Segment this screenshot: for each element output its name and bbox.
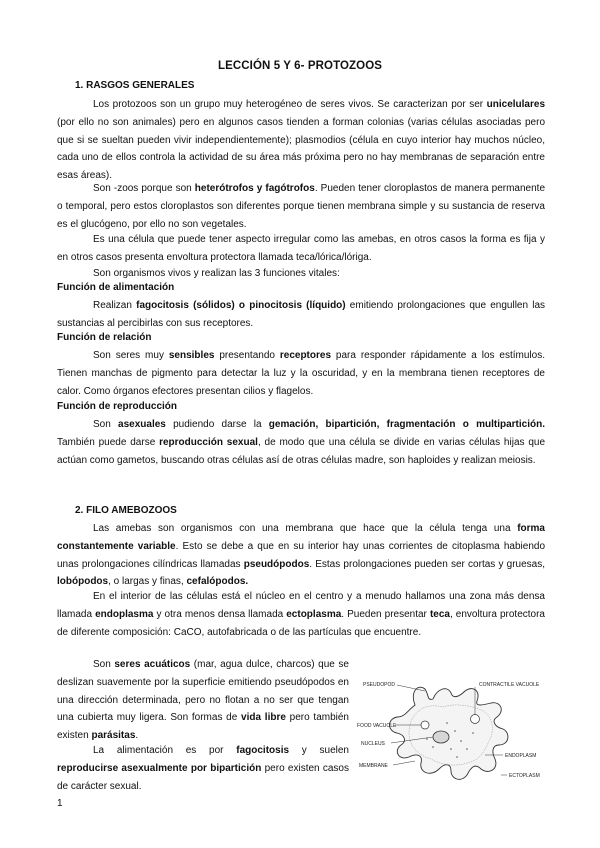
label-nucleus: NUCLEUS bbox=[361, 741, 385, 747]
page-title: LECCIÓN 5 Y 6- PROTOZOOS bbox=[217, 60, 383, 72]
subheading-reproduccion: Función de reproducción bbox=[57, 401, 178, 412]
contractile-vacuole-shape bbox=[471, 715, 480, 724]
subheading-alimentacion: Función de alimentación bbox=[57, 282, 175, 293]
label-endoplasm: ENDOPLASM bbox=[505, 753, 537, 759]
amoeba-diagram bbox=[355, 675, 545, 785]
paragraph: Realizan fagocitosis (sólidos) o pinocitosis (líquido) emitiendo prolongaciones que engullen las sustancias al percibirlas con sus receptores. bbox=[57, 300, 546, 329]
paragraph: Las amebas son organismos con una membrana que hace que la célula tenga una forma constantemente variable. Esto se debe a que en su interior hay unas corrientes de citoplasma habiendo unas prolongaciones cilíndricas llamadas pseudópodos. Estas prolongaciones pueden ser cortas y gruesas, lobópodos, o largas y finas, cefalópodos. bbox=[57, 523, 546, 588]
label-membrane: MEMBRANE bbox=[359, 763, 388, 769]
paragraph: Los protozoos son un grupo muy heterogéneo de seres vivos. Se caracterizan por ser unicelulares (por ello no son animales) pero en algunos casos tienden a forman colonias (varias células asociadas pero que si se sueltan pueden vivir independientemente); plasmodios (célula en cuyo interior hay muchos núcleo, cada uno de ellos controla la actividad de su área más próxima pero no hay membranas de separación entre esas áreas). bbox=[57, 99, 545, 182]
label-contractile-vacuole: CONTRACTILE VACUOLE bbox=[479, 682, 540, 688]
label-food-vacuole: FOOD VACUOLE bbox=[357, 723, 397, 729]
paragraph: Son seres muy sensibles presentando receptores para responder rápidamente a los estímulos. Tienen manchas de pigmento para detectar la luz y la oscuridad, y en la membrana tienen receptores de calor. Como órganos efectores presentan cilios y flagelos. bbox=[57, 350, 545, 397]
subheading-relacion: Función de relación bbox=[57, 332, 152, 343]
section-heading-2: 2. FILO AMEBOZOOS bbox=[75, 505, 177, 516]
label-ectoplasm: ECTOPLASM bbox=[509, 773, 540, 779]
paragraph: Es una célula que puede tener aspecto irregular como las amebas, en otros casos la forma es fija y en otros casos presenta envoltura protectora llamada teca/lórica/lóriga. bbox=[57, 234, 545, 263]
amoeba-outline bbox=[390, 687, 508, 779]
page-number: 1 bbox=[57, 798, 63, 809]
food-vacuole-shape bbox=[421, 721, 429, 729]
paragraph: Son organismos vivos y realizan las 3 funciones vitales: bbox=[93, 268, 340, 279]
section-heading-1: 1. RASGOS GENERALES bbox=[75, 80, 195, 91]
label-pseudopod: PSEUDOPOD bbox=[363, 682, 395, 688]
paragraph: Son asexuales pudiendo darse la gemación, bipartición, fragmentación o multipartición. También puede darse reproducción sexual, de modo que una célula se divide en varias células hijas que actúan como gametos, buscando otras células así de otras células madre, son haploides y realizan meiosis. bbox=[57, 419, 546, 466]
paragraph: La alimentación es por fagocitosis y suelen reproducirse asexualmente por bipartición pero existen casos de carácter sexual. bbox=[57, 745, 349, 792]
paragraph: En el interior de las células está el núcleo en el centro y a menudo hallamos una zona más densa llamada endoplasma y otra menos densa llamada ectoplasma. Pueden presentar teca, envoltura protectora de diferente composición: CaCO, autofabricada o de las partículas que encuentre. bbox=[57, 591, 545, 638]
paragraph: Son -zoos porque son heterótrofos y fagótrofos. Pueden tener cloroplastos de manera permanente o temporal, pero estos cloroplastos son diferentes porque tienen membrana simple y su sustancia de reserva es el glucógeno, por ello no son vegetales. bbox=[57, 183, 546, 230]
nucleus-shape bbox=[433, 731, 449, 743]
paragraph: Son seres acuáticos (mar, agua dulce, charcos) que se deslizan suavemente por la superficie emitiendo pseudópodos en una dirección determinada, pero no flotan a no ser que tengan una cubierta muy ligera. Son formas de vida libre pero también existen parásitas. bbox=[57, 659, 349, 742]
